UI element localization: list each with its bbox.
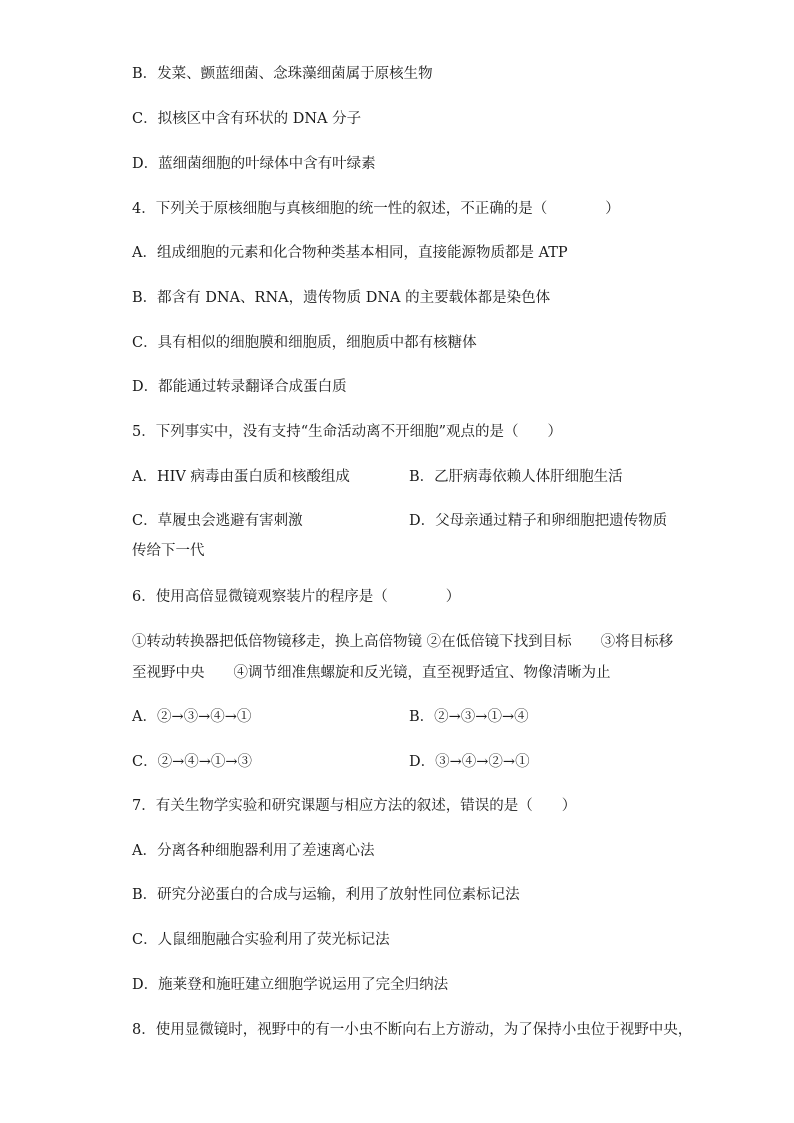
q7-option-c: C．人鼠细胞融合实验利用了荧光标记法 [132,932,390,948]
q5-option-a: A．HIV 病毒由蛋白质和核酸组成 [132,469,350,485]
q4-option-d: D．都能通过转录翻译合成蛋白质 [132,379,347,395]
q6-option-d: D．③→④→②→① [409,754,530,770]
q6-steps-line-2: 至视野中央 ④调节细准焦螺旋和反光镜，直至视野适宜、物像清晰为止 [132,665,611,681]
q5-option-b: B．乙肝病毒依赖人体肝细胞生活 [409,469,623,485]
q5-option-d-continued: 传给下一代 [132,543,205,559]
q6-steps-line-1: ①转动转换器把低倍物镜移走，换上高倍物镜 ②在低倍镜下找到目标 ③将目标移 [132,634,674,650]
q3-option-d: D．蓝细菌细胞的叶绿体中含有叶绿素 [132,156,376,172]
q4-option-a: A．组成细胞的元素和化合物种类基本相同，直接能源物质都是 ATP [132,245,568,261]
question-6: 6．使用高倍显微镜观察装片的程序是（ ） [132,589,461,605]
q7-option-d: D．施莱登和施旺建立细胞学说运用了完全归纳法 [132,977,449,993]
q4-option-b: B．都含有 DNA、RNA，遗传物质 DNA 的主要载体都是染色体 [132,290,551,306]
q5-option-c: C．草履虫会逃避有害刺激 [132,513,303,529]
question-7: 7．有关生物学实验和研究课题与相应方法的叙述，错误的是（ ） [132,798,577,814]
q5-option-d: D．父母亲通过精子和卵细胞把遗传物质 [409,513,668,529]
q6-option-a: A．②→③→④→① [132,709,252,725]
q3-option-c: C．拟核区中含有环状的 DNA 分子 [132,111,362,127]
q6-option-b: B．②→③→①→④ [409,709,529,725]
q7-option-a: A．分离各种细胞器利用了差速离心法 [132,843,375,859]
q7-option-b: B．研究分泌蛋白的合成与运输，利用了放射性同位素标记法 [132,887,520,903]
question-8: 8．使用显微镜时，视野中的有一小虫不断向右上方游动，为了保持小虫位于视野中央， [132,1022,693,1038]
q6-option-c: C．②→④→①→③ [132,754,253,770]
q3-option-b: B．发菜、颤蓝细菌、念珠藻细菌属于原核生物 [132,66,433,82]
q4-option-c: C．具有相似的细胞膜和细胞质，细胞质中都有核糖体 [132,335,477,351]
question-5: 5．下列事实中，没有支持“生命活动离不开细胞”观点的是（ ） [132,424,563,440]
question-4: 4．下列关于原核细胞与真核细胞的统一性的叙述，不正确的是（ ） [132,201,620,217]
